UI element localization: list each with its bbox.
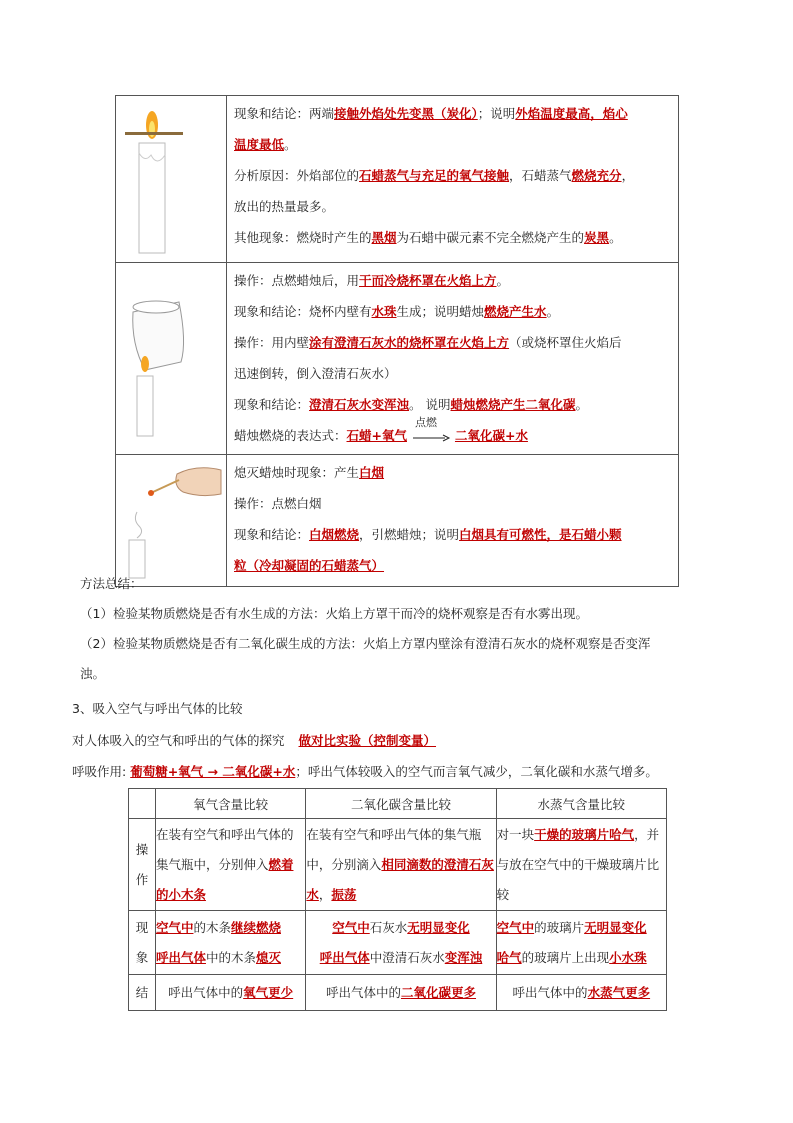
summary-item-2-cont: 浊。	[80, 666, 106, 681]
cell-oxygen-phenomenon	[155, 911, 305, 975]
text: 熄灭蜡烛时现象：产生	[234, 465, 360, 480]
highlight-text: 空气中	[496, 919, 535, 935]
text: ，	[621, 168, 635, 183]
column-header: 氧气含量比较	[155, 789, 305, 819]
text: 操作：点燃蜡烛后，用	[234, 273, 360, 288]
column-header: 水蒸气含量比较	[496, 789, 666, 819]
match-lighting-smoke-illustration	[116, 455, 227, 587]
highlight-text: 呼出气体	[155, 949, 206, 965]
highlight-text: 燃着的小木条	[155, 856, 294, 902]
highlight-text: 外焰温度最高，焰心	[515, 106, 628, 121]
respiration-line	[72, 762, 658, 782]
table-row	[116, 263, 679, 455]
highlight-text: 葡萄糖+氧气 → 二氧化碳+水	[130, 764, 296, 779]
highlight-text: 呼出气体	[319, 949, 370, 965]
highlight-text: 干燥的玻璃片哈气	[534, 826, 635, 842]
extinguish-candle-description	[227, 455, 679, 587]
text: 现象和结论：两端	[234, 106, 335, 121]
text: 在装有空气和呼出气体的集气瓶中，分别伸入	[155, 826, 294, 872]
table-row-operation	[129, 819, 667, 911]
candle-matchstick-illustration	[116, 96, 227, 263]
beaker-experiment-description	[227, 263, 679, 455]
beaker-candle-icon	[117, 264, 225, 449]
cell-co2-result	[306, 975, 496, 1011]
text: 中澄清石灰水	[369, 949, 445, 965]
highlight-text: 黑烟	[371, 230, 397, 245]
cell-co2-operation	[306, 819, 496, 911]
highlight-text: 澄清石灰水变浑浊	[309, 397, 410, 412]
text: 蜡烛燃烧的表达式：	[234, 428, 347, 443]
highlight-text: 温度最低	[234, 137, 285, 152]
highlight-text: 接触外焰处先变黑（炭化）	[334, 106, 478, 121]
text: 对人体吸入的空气和呼出的气体的探究	[72, 733, 285, 748]
text: 。	[284, 137, 297, 152]
text: 呼吸作用:	[72, 764, 127, 779]
table-row-phenomenon	[129, 911, 667, 975]
text: 呼出气体中的	[512, 984, 588, 1000]
text: 其他现象：燃烧时产生的	[234, 230, 372, 245]
text: 象	[135, 949, 149, 965]
highlight-text: 哈气	[496, 949, 522, 965]
arrow-right-icon	[411, 433, 451, 443]
text: ，	[318, 886, 332, 902]
highlight-text: 粒（冷却凝固的石蜡蒸气）	[234, 558, 385, 573]
highlight-text: 氧气更少	[243, 984, 294, 1000]
text: 作	[135, 871, 149, 887]
highlight-text: 小水珠	[609, 949, 647, 965]
candle-with-stick-icon	[117, 97, 225, 257]
highlight-text: 二氧化碳+水	[454, 428, 528, 443]
text: 石灰水	[369, 919, 408, 935]
table-row-result	[129, 975, 667, 1011]
highlight-text: 燃烧充分	[571, 168, 622, 183]
text: 。	[546, 304, 560, 319]
table-row	[116, 96, 679, 263]
highlight-text: 白烟具有可燃性，是石蜡小颗	[459, 527, 622, 542]
text: 呼出气体中的	[325, 984, 401, 1000]
text: 现象和结论：烧杯内壁有	[234, 304, 372, 319]
row-label-result: 结	[129, 975, 156, 1011]
text: 在装有空气和呼出气体的集气瓶中，分别滴入	[306, 826, 482, 872]
cell-vapor-result	[496, 975, 666, 1011]
reaction-condition: 点燃	[414, 415, 437, 429]
text: 的玻璃片	[534, 919, 585, 935]
text: 现象和结论：	[234, 397, 310, 412]
summary-item-1: （1）检验某物质燃烧是否有水生成的方法：火焰上方罩干而冷的烧杯观察是否有水雾出现。	[80, 606, 588, 621]
highlight-text: 石蜡+氧气	[346, 428, 407, 443]
summary-item-2: （2）检验某物质燃烧是否有二氧化碳生成的方法：火焰上方罩内壁涂有澄清石灰水的烧杯观察是否变浑	[80, 636, 651, 651]
text: ；说明	[477, 106, 516, 121]
highlight-text: 水珠	[371, 304, 397, 319]
text: ，引燃蜡烛；说明	[359, 527, 460, 542]
highlight-text: 石蜡蒸气与充足的氧气接触	[359, 168, 510, 183]
text: 放出的热量最多。	[234, 199, 335, 214]
row-label-phenomenon	[129, 911, 156, 975]
cell-vapor-operation	[496, 819, 666, 911]
corner-cell	[129, 789, 156, 819]
text: 。 说明	[409, 397, 451, 412]
text: 呼出气体中的	[168, 984, 244, 1000]
text: 的木条	[193, 919, 231, 935]
highlight-text: 相同滴数的澄清石灰水	[306, 856, 494, 902]
explore-line	[72, 731, 436, 751]
text: 对一块	[496, 826, 535, 842]
text: 生成；说明蜡烛	[396, 304, 485, 319]
text: 。	[575, 397, 589, 412]
text: 。	[609, 230, 622, 245]
highlight-text: 蜡烛燃烧产生二氧化碳	[450, 397, 576, 412]
highlight-text: 涂有澄清石灰水的烧杯罩在火焰上方	[309, 335, 510, 350]
section-heading: 3、吸入空气与呼出气体的比较	[72, 701, 243, 716]
highlight-text: 做对比实验（控制变量）	[298, 733, 437, 748]
text: 为石蜡中碳元素不完全燃烧产生的	[396, 230, 585, 245]
highlight-text: 燃烧产生水	[484, 304, 547, 319]
hand-match-candle-icon	[117, 456, 225, 581]
beaker-over-candle-illustration	[116, 263, 227, 455]
cell-vapor-phenomenon	[496, 911, 666, 975]
text: 的玻璃片上出现	[521, 949, 610, 965]
highlight-text: 白烟	[359, 465, 385, 480]
text: 分析原因：外焰部位的	[234, 168, 360, 183]
text: 。	[496, 273, 510, 288]
highlight-text: 干而冷烧杯罩在火焰上方	[359, 273, 497, 288]
highlight-text: 白烟燃烧	[309, 527, 360, 542]
summary-title: 方法总结：	[80, 576, 143, 591]
text: ，石蜡蒸气	[509, 168, 572, 183]
highlight-text: 变浑浊	[444, 949, 483, 965]
text: 操	[135, 841, 149, 857]
highlight-text: 空气中	[332, 919, 370, 935]
table-row	[116, 455, 679, 587]
cell-oxygen-result	[155, 975, 305, 1011]
row-label-operation	[129, 819, 156, 911]
highlight-text: 水蒸气更多	[587, 984, 651, 1000]
column-header: 二氧化碳含量比较	[306, 789, 496, 819]
text: 现象和结论：	[234, 527, 310, 542]
cell-co2-phenomenon	[306, 911, 496, 975]
highlight-text: 振荡	[331, 886, 357, 902]
table-header-row	[129, 789, 667, 819]
text: 现	[135, 919, 149, 935]
highlight-text: 无明显变化	[407, 919, 470, 935]
text: 操作：点燃白烟	[234, 496, 322, 511]
highlight-text: 继续燃烧	[230, 919, 281, 935]
highlight-text: 空气中	[155, 919, 194, 935]
text: ；呼出气体较吸入的空气而言氧气减少，二氧化碳和水蒸气增多。	[295, 764, 658, 779]
text: 操作：用内壁	[234, 335, 310, 350]
text: ，并与放在空气中的干燥玻璃片比较	[496, 826, 660, 902]
highlight-text: 炭黑	[584, 230, 610, 245]
wick-burning-description	[227, 96, 679, 263]
cell-oxygen-operation	[155, 819, 305, 911]
highlight-text: 熄灭	[255, 949, 281, 965]
text: 中的木条	[205, 949, 256, 965]
breath-comparison-table	[128, 788, 667, 1011]
text: （或烧杯罩住火焰后	[509, 335, 622, 350]
highlight-text: 无明显变化	[584, 919, 647, 935]
highlight-text: 二氧化碳更多	[401, 984, 477, 1000]
candle-experiment-table	[115, 95, 679, 587]
reaction-arrow	[411, 415, 451, 444]
text: 迅速倒转，倒入澄清石灰水）	[234, 366, 397, 381]
